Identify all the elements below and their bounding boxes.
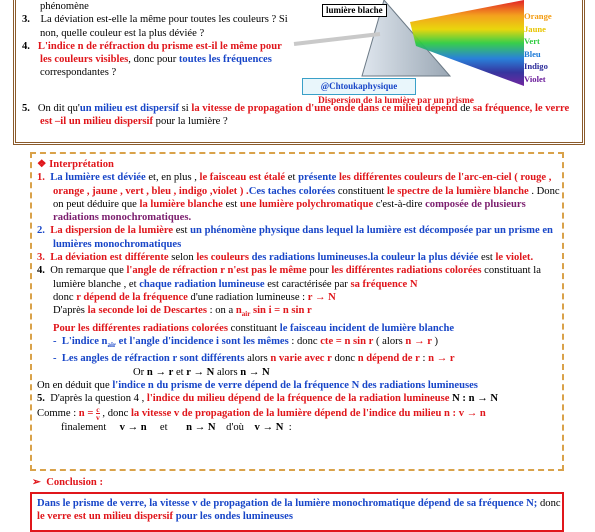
i4-x: cte = n sin r [320, 335, 374, 347]
q4-connector: , donc pour [128, 54, 179, 66]
i3-f: est [478, 252, 496, 264]
i4-ac: alors [244, 353, 271, 365]
i2-b: est [173, 225, 191, 237]
i4-ae: donc [331, 353, 358, 365]
i5-d: Comme : [37, 407, 79, 419]
i4-h: sa fréquence N [350, 278, 418, 290]
i1-l: est [222, 198, 240, 210]
i5-c: N : n → N [449, 393, 499, 405]
interp-item-2 [37, 224, 562, 251]
color-label-violet: Violet [524, 73, 546, 84]
interpretation-section [37, 158, 562, 434]
interp-item-5-final [37, 421, 562, 434]
i4-s: constituant [227, 322, 280, 334]
conclusion-title: Conclusion : [46, 477, 103, 488]
i4-ab: Les angles de réfraction r sont différents [61, 353, 245, 365]
i4-f: chaque radiation lumineuse [139, 278, 265, 290]
q5-text-3: de [457, 103, 473, 114]
concl-b: donc [537, 498, 561, 509]
interpretation-title: Interprétation [49, 159, 114, 170]
i4-aj: n → r [146, 366, 174, 378]
i4-aa: ) [431, 335, 439, 347]
i3-c: les couleurs [196, 252, 249, 264]
q4-index-question: L'indice n de réfraction du prisme est-il le même pour les couleurs visibles [37, 40, 282, 66]
dash-bullet-2: - [53, 353, 57, 365]
concl-d: pour les ondes lumineuses [173, 511, 293, 523]
q5-dispersive: un milieu est dispersif [79, 103, 180, 114]
white-light-label: lumière blache [322, 4, 387, 17]
i4-l: r → N [307, 291, 336, 303]
i1-number: 1. [37, 172, 45, 184]
i5-g: , donc [99, 407, 131, 419]
q4-frequencies: toutes les fréquences [178, 54, 272, 66]
q4-number: 4. [22, 40, 30, 52]
conclusion-heading [32, 476, 103, 489]
i5-m: d'où [226, 421, 244, 433]
i1-k: la lumière blanche [139, 198, 223, 210]
question-2-tail [22, 0, 290, 13]
question-4 [22, 40, 290, 80]
i4-y: ( alors [373, 335, 406, 347]
i4-u: L'indice n [61, 335, 108, 347]
i4-c: pour [306, 265, 332, 277]
i4-p: n [235, 305, 242, 317]
arrow-bullet-icon: ➢ [32, 477, 41, 488]
q2-text: phénomène [40, 1, 89, 12]
i4-an: n → N [240, 366, 270, 378]
i4-r: Pour les différentes radiations colorées [53, 322, 228, 334]
i4-b: l'angle de réfraction r n'est pas le même [126, 265, 307, 277]
i4-d: les différentes radiations colorées [331, 265, 482, 277]
i4-t: le faisceau incident de lumière blanche [279, 322, 455, 334]
i5-l: n → N [186, 421, 216, 433]
i4-ai: Or [133, 366, 147, 378]
i1-o: composée de plusieurs radiations monochromatiques. [53, 198, 526, 224]
i4-m: D'après [53, 305, 88, 317]
i1-b: et, en plus , [145, 172, 200, 184]
i5-e: n = [78, 407, 94, 419]
figure-caption: Dispersion de la lumière par un prisme [318, 96, 474, 106]
interp-item-1 [37, 171, 562, 224]
i3-d: des radiations lumineuses. [248, 252, 371, 264]
i1-d: et [285, 172, 299, 184]
i3-b: selon [168, 252, 197, 264]
i1-e: présente [298, 172, 337, 184]
i1-f: les différentes couleurs de l'arc-en-ciel ( rouge , orange , jaune , vert , bleu , indigo ,violet ) . [53, 172, 552, 197]
q3-number: 3. [22, 14, 30, 26]
i4-e: constituant la lumière blanche , et [53, 265, 541, 290]
color-label-orange: Orange [524, 11, 552, 21]
spectrum-color-labels [524, 3, 552, 85]
i4-af: n dépend de r [357, 353, 420, 365]
fraction-numerator: c [96, 404, 100, 414]
i4-j: r dépend de la fréquence [76, 291, 188, 303]
i3-g: le violet. [495, 252, 534, 264]
i4-i: donc [53, 291, 77, 303]
i4-o: : on a [207, 305, 236, 317]
prism-figure [292, 0, 552, 106]
interpretation-heading [37, 158, 562, 171]
i2-number: 2. [37, 225, 45, 237]
i4-ah: n → r [428, 353, 455, 365]
i5-a: D'après la question 4 , [50, 393, 147, 405]
interp-item-4-conclusion [37, 379, 562, 392]
i1-j: . Donc on peut déduire que [53, 185, 560, 210]
i1-h: constituent [335, 185, 387, 197]
i3-a: La déviation est différente [50, 252, 169, 264]
i4-v: et l'angle d'incidence i sont les mêmes [116, 335, 289, 347]
i4-ad: n varie avec r [270, 353, 332, 365]
i4-k: d'une radiation lumineuse : [187, 291, 308, 303]
interp-item-4-or-line [37, 366, 562, 379]
i5-k: et [159, 421, 168, 433]
i4-g: est caractérisée par [264, 278, 351, 290]
i4-ao: On en déduit que [37, 379, 113, 391]
q3-text: La déviation est-elle la même pour toutes les couleurs ? Si non, quelle couleur est la plus déviée ? [40, 14, 288, 39]
i4-n: la seconde loi de Descartes [87, 305, 208, 317]
i4-ap: l'indice n du prisme de verre dépend de la fréquence N des radiations lumineuses [112, 379, 478, 391]
i4-number: 4. [37, 265, 45, 277]
q5-glass-question: sa fréquence, le verre est –il un milieu dispersif [40, 103, 570, 128]
i4-q: sin i = n sin r [250, 305, 312, 317]
i4-al: r → N [186, 366, 215, 378]
color-label-jaune: Jaune [524, 23, 546, 34]
q5-text-1: On dit qu' [37, 103, 80, 114]
i1-m: une lumière polychromatique [239, 198, 374, 210]
i5-n: v → N [254, 421, 284, 433]
q5-text-2: si [179, 103, 192, 114]
i5-i: finalement [61, 421, 107, 433]
question-list [22, 0, 290, 80]
i3-e: la couleur la plus déviée [370, 252, 479, 264]
q5-speed: la vitesse de propagation d'une onde dans ce milieu dépend [191, 103, 458, 114]
diamond-bullet-icon: ❖ [37, 159, 47, 170]
color-label-indigo: Indigo [524, 61, 548, 71]
i4-am: alors [214, 366, 241, 378]
i1-a: La lumière est déviée [50, 172, 146, 184]
q5-text-4: pour la lumière ? [153, 116, 228, 128]
i5-number: 5. [37, 393, 45, 405]
i4-w: : donc [288, 335, 321, 347]
i2-a: La dispersion de la lumière [50, 225, 174, 237]
concl-a: Dans le prisme de verre, la vitesse v de propagation de la lumière monochromatique dépend de sa fréquence N; [37, 498, 538, 509]
i5-j: v → n [119, 421, 147, 433]
q4-tail: correspondantes ? [40, 67, 117, 79]
interp-item-5 [37, 392, 562, 420]
q5-number: 5. [22, 103, 30, 114]
author-handle: @Chtoukaphysique [302, 78, 416, 95]
i1-g: Ces taches colorées [248, 185, 336, 197]
i1-c: le faisceau est étalé [199, 172, 286, 184]
i2-c: un phénomène physique dans lequel la lumière est décomposée par un prisme en lumières monochromatiques [53, 225, 553, 250]
i1-n: c'est-à-dire [373, 198, 426, 210]
interp-item-3 [37, 251, 562, 264]
concl-c: le verre est un milieu dispersif [37, 511, 174, 523]
i3-number: 3. [37, 252, 45, 264]
interp-item-4-bullet-2 [37, 352, 562, 365]
dash-bullet-1: - [53, 335, 57, 347]
i1-i: le spectre de la lumière blanche [386, 185, 529, 197]
i5-h: la vitesse v de propagation de la lumière dépend de l'indice du milieu n : v → n [130, 407, 486, 419]
fraction-denominator: v [96, 412, 100, 422]
i4-a: On remarque que [50, 265, 127, 277]
interp-item-4-bullet-1 [37, 335, 562, 352]
i5-o: : [288, 421, 292, 433]
conclusion-text [37, 497, 562, 524]
i4-p-sub: air [241, 310, 251, 319]
i5-b: l'indice du milieu dépend de la fréquence de la radiation lumineuse [146, 393, 450, 405]
question-3 [22, 13, 290, 40]
color-label-bleu: Bleu [524, 48, 541, 59]
i4-ag: : [419, 353, 429, 365]
i4-z: n → r [405, 335, 432, 347]
i4-ak: et [173, 366, 187, 378]
i4-u-sub: air [107, 341, 117, 350]
interp-item-4 [37, 264, 562, 335]
color-label-vert: Vert [524, 36, 540, 46]
